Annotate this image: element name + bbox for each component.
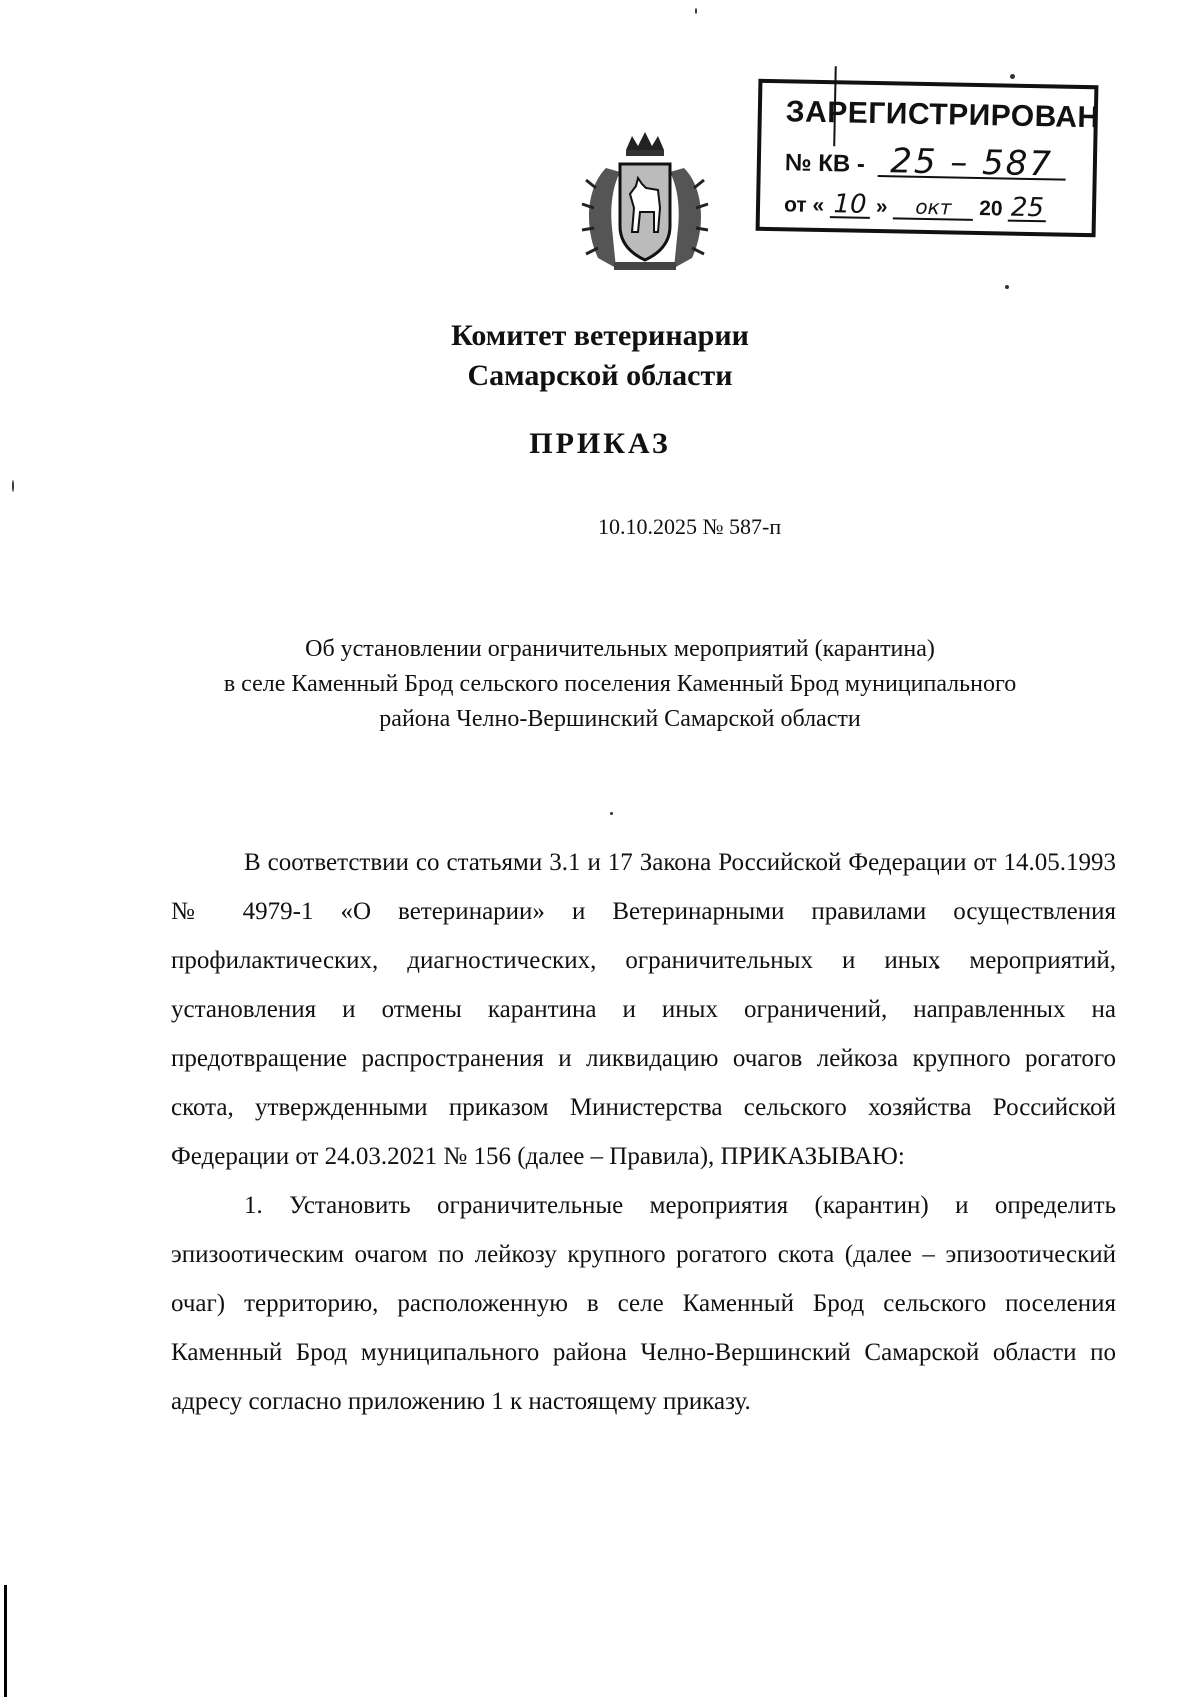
subject-line-1: Об установлении ограничительных мероприятий (карантина) <box>305 636 935 662</box>
stamp-date-year: 25 <box>1008 196 1046 223</box>
body-paragraph-item-1: 1. Установить ограничительные мероприятия (карантин) и определить эпизоотическим очагом по лейкозу крупного рогатого скота (далее – эпизоотический очаг) территорию, расположенную в селе Каменный Брод сельского поселения Каменный Брод муниципального района Челно-Вершинский Самарской области по адресу согласно приложению 1 к настоящему приказу. <box>171 1192 1116 1415</box>
document-type: ПРИКАЗ <box>529 427 671 460</box>
stamp-date-row <box>784 191 1047 222</box>
document-subject <box>150 632 1090 737</box>
stamp-number-row <box>784 141 1066 185</box>
registration-stamp <box>756 79 1099 237</box>
stamp-number-value: 25 – 587 <box>877 147 1066 181</box>
stamp-date-mid: » <box>875 195 888 219</box>
scan-speck <box>610 812 613 815</box>
document-date-number: 10.10.2025 № 587-п <box>598 514 782 539</box>
stamp-date-century: 20 <box>978 197 1003 221</box>
scan-speck <box>1010 74 1015 79</box>
stamp-title: ЗАРЕГИСТРИРОВАН <box>785 95 1100 135</box>
document-body <box>171 838 1116 1426</box>
organization-name-line-2: Самарской области <box>467 359 733 392</box>
stamp-date-day: 10 <box>830 192 870 219</box>
scan-edge-mark <box>4 1585 7 1697</box>
body-paragraph-preamble: В соответствии со статьями 3.1 и 17 Закона Российской Федерации от 14.05.1993 № 4979-1 «О ветеринарии» и Ветеринарными правилами осуществления профилактических, диагностических, ограничительных и иных мероприятий, установления и отмены карантина и иных ограничений, направленных на предотвращение распространения и ликвидацию очагов лейкоза крупного рогатого скота, утвержденными приказом Министерства сельского хозяйства Российской Федерации от 24.03.2021 № 156 (далее – Правила), ПРИКАЗЫВАЮ: <box>171 849 1116 1170</box>
stamp-number-prefix: № КВ - <box>784 149 866 178</box>
stamp-date-month: окт <box>893 195 973 221</box>
scan-speck <box>12 480 14 492</box>
subject-line-3: района Челно-Вершинский Самарской области <box>379 706 861 732</box>
organization-name <box>0 316 1200 396</box>
samara-coat-of-arms-icon <box>576 128 714 276</box>
stamp-date-prefix: от « <box>783 193 825 218</box>
scan-speck <box>1005 285 1009 289</box>
organization-name-line-1: Комитет ветеринарии <box>451 319 749 352</box>
subject-line-2: в селе Каменный Брод сельского поселения Каменный Брод муниципального <box>223 671 1017 697</box>
scan-speck <box>695 8 697 14</box>
